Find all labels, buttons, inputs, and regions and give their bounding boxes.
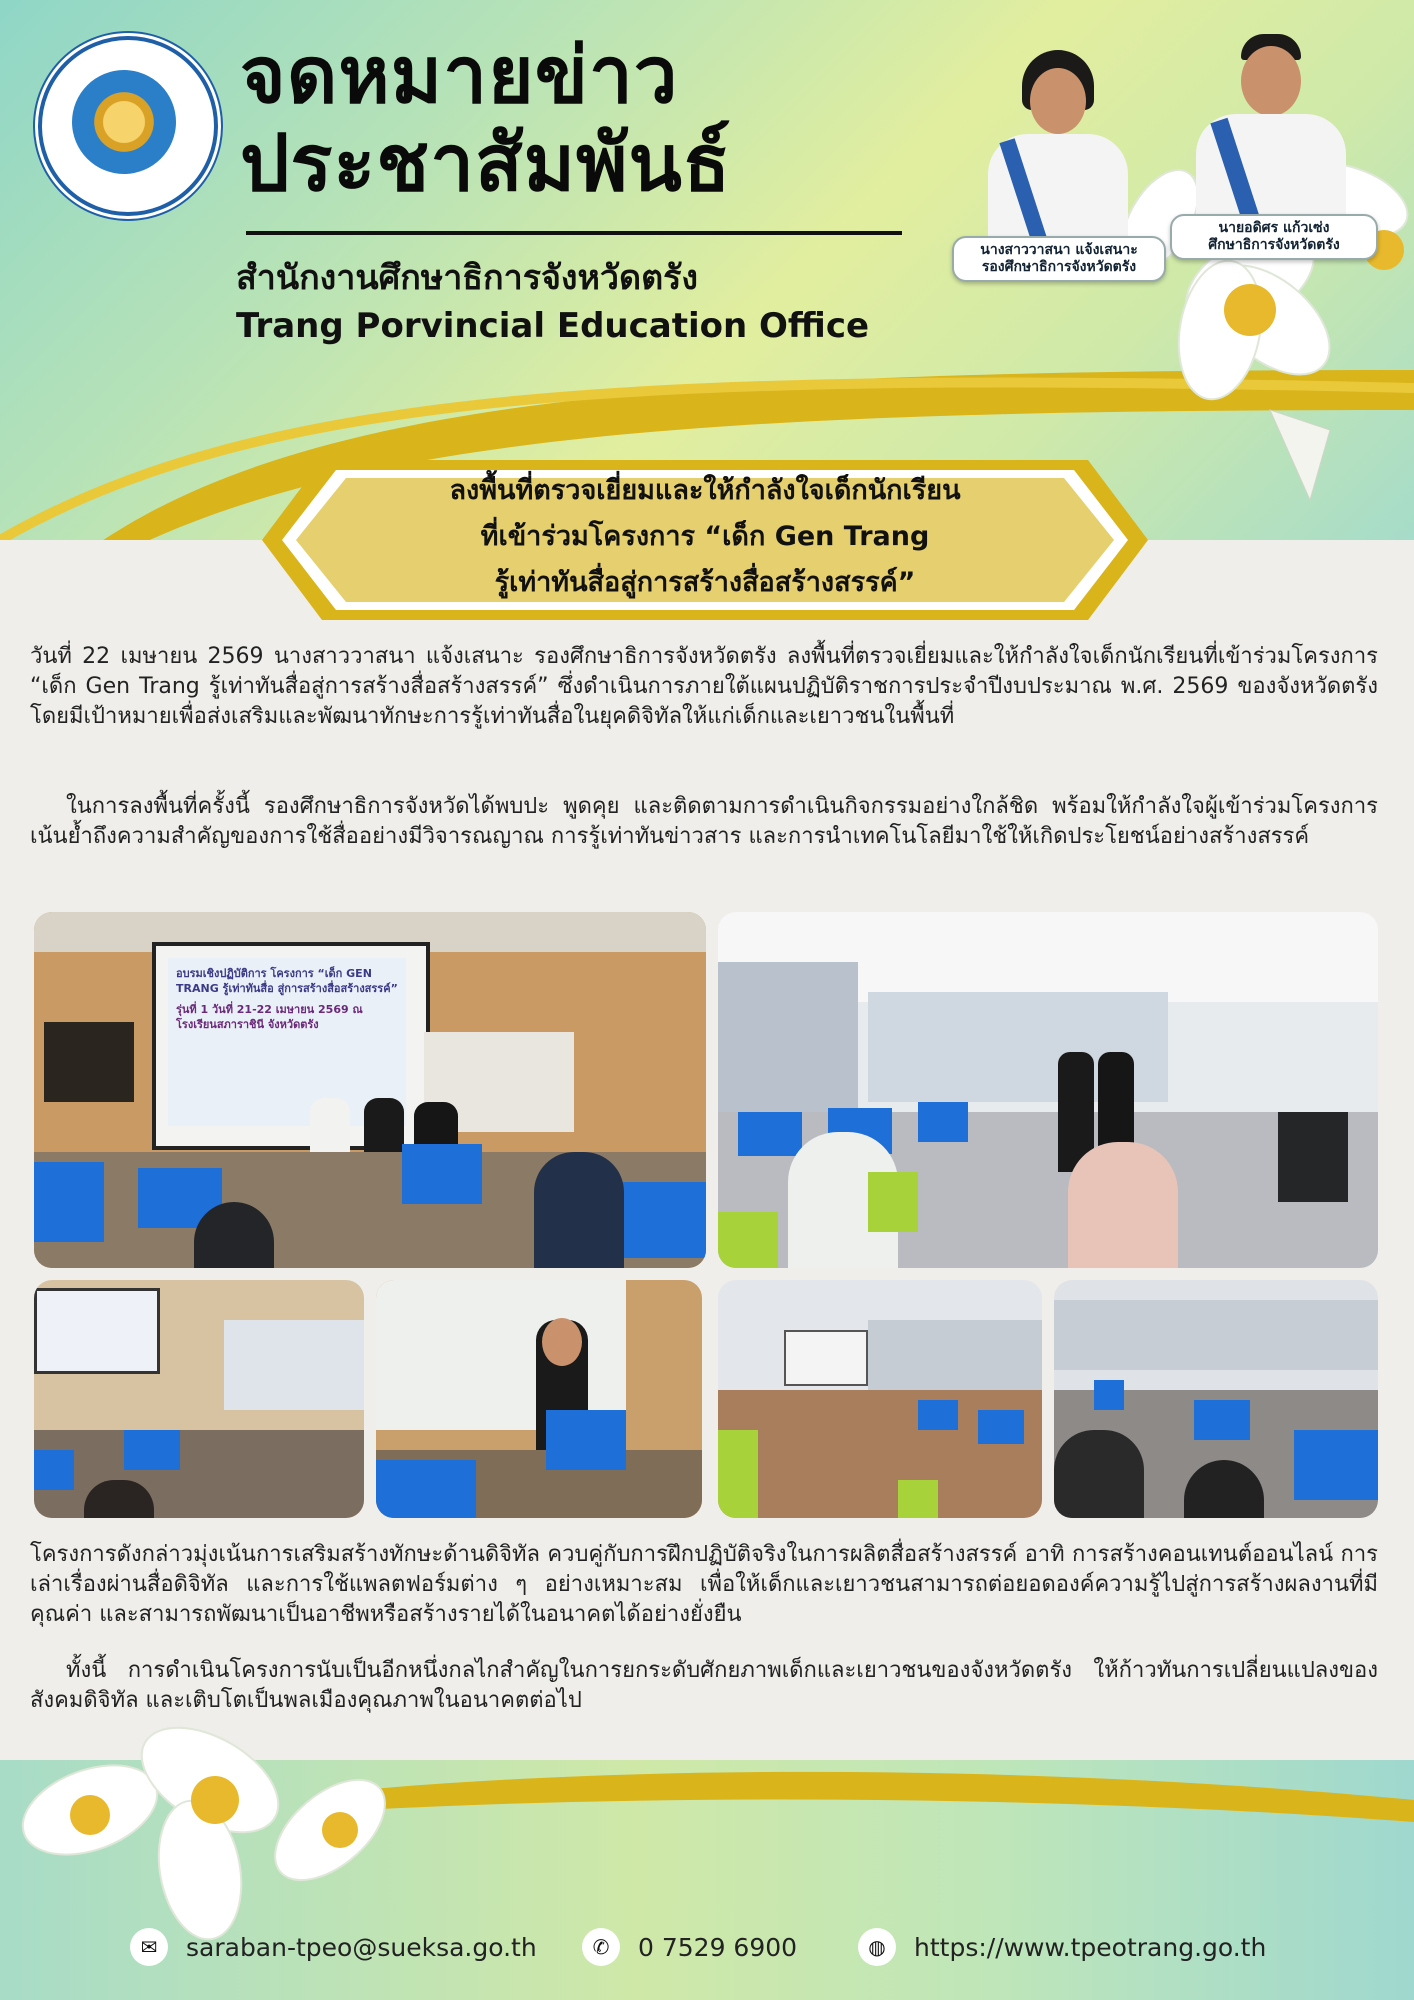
headline-banner <box>262 460 1148 620</box>
activity-photo-3 <box>34 1280 364 1518</box>
activity-photo-1 <box>34 912 706 1268</box>
official-position: รองศึกษาธิการจังหวัดตรัง <box>981 259 1137 275</box>
envelope-icon: ✉ <box>130 1928 168 1966</box>
body-paragraph-1: วันที่ 22 เมษายน 2569 นางสาววาสนา แจ้งเสนาะ รองศึกษาธิการจังหวัดตรัง ลงพื้นที่ตรวจเยี่ยมและให้กำลังใจเด็กนักเรียนที่เข้าร่วมโครงการ “เด็ก Gen Trang รู้เท่าทันสื่อสู่การสร้างสื่อสร้างสรรค์” ซึ่งดำเนินการภายใต้แผนปฏิบัติราชการประจำปีงบประมาณ พ.ศ. 2569 ของจังหวัดตรัง โดยมีเป้าหมายเพื่อส่งเสริมและพัฒนาทักษะการรู้เท่าทันสื่อในยุคดิจิทัลให้แก่เด็กและเยาวชนในพื้นที่ <box>30 644 1378 729</box>
headline-line-2: ที่เข้าร่วมโครงการ “เด็ก Gen Trang <box>480 521 930 552</box>
slide-date: รุ่นที่ 1 วันที่ 21-22 เมษายน 2569 ณ โรงเรียนสภาราชินี จังหวัดตรัง <box>176 1003 363 1031</box>
official-caption-deputy <box>952 236 1166 282</box>
headline-line-1: ลงพื้นที่ตรวจเยี่ยมและให้กำลังใจเด็กนักเรียน <box>449 475 961 506</box>
contact-email[interactable] <box>130 1928 537 1966</box>
official-name: นางสาววาสนา แจ้งเสนาะ <box>980 242 1138 258</box>
contact-website[interactable] <box>858 1928 1266 1966</box>
official-portrait-deputy <box>988 50 1128 250</box>
official-caption-director <box>1170 214 1378 260</box>
official-name: นายอดิศร แก้วเซ่ง <box>1218 220 1330 236</box>
contact-website-text: https://www.tpeotrang.go.th <box>914 1932 1267 1962</box>
slide-title: อบรมเชิงปฏิบัติการ โครงการ “เด็ก GEN TRANG รู้เท่าทันสื่อ สู่การสร้างสื่อสร้างสรรค์” <box>176 967 398 995</box>
official-portrait-director <box>1196 34 1346 224</box>
headline-line-3: รู้เท่าทันสื่อสู่การสร้างสื่อสร้างสรรค์” <box>494 567 916 598</box>
title-divider <box>246 231 902 235</box>
body-paragraph-2: ในการลงพื้นที่ครั้งนี้ รองศึกษาธิการจังหวัดได้พบปะ พูดคุย และติดตามการดำเนินกิจกรรมอย่างใกล้ชิด พร้อมให้กำลังใจผู้เข้าร่วมโครงการ เน้นย้ำถึงความสำคัญของการใช้สื่ออย่างมีวิจารณญาณ การรู้เท่าทันข่าวสาร และการนำเทคโนโลยีมาใช้ให้เกิดประโยชน์อย่างสร้างสรรค์ <box>30 794 1378 849</box>
body-paragraph-4: ทั้งนี้ การดำเนินโครงการนับเป็นอีกหนึ่งกลไกสำคัญในการยกระดับศักยภาพเด็กและเยาวชนของจังหวัดตรัง ให้ก้าวทันการเปลี่ยนแปลงของสังคมดิจิทัล และเติบโตเป็นพลเมืองคุณภาพในอนาคตต่อไป <box>30 1658 1378 1713</box>
contact-phone[interactable] <box>582 1928 797 1966</box>
contact-email-text: saraban-tpeo@sueksa.go.th <box>186 1932 537 1962</box>
body-paragraph-3: โครงการดังกล่าวมุ่งเน้นการเสริมสร้างทักษะด้านดิจิทัล ควบคู่กับการฝึกปฏิบัติจริงในการผลิตสื่อสร้างสรรค์ อาทิ การสร้างคอนเทนต์ออนไลน์ การเล่าเรื่องผ่านสื่อดิจิทัล และการใช้แพลตฟอร์มต่าง ๆ อย่างเหมาะสม เพื่อให้เด็กและเยาวชนสามารถต่อยอดองค์ความรู้ไปสู่การสร้างผลงานที่มีคุณค่า และสามารถพัฒนาเป็นอาชีพหรือสร้างรายได้ในอนาคตได้อย่างยั่งยืน <box>30 1542 1378 1627</box>
activity-photo-6 <box>1054 1280 1378 1518</box>
contact-phone-text: 0 7529 6900 <box>638 1932 798 1962</box>
phone-icon: ✆ <box>582 1928 620 1966</box>
newsletter-title-line2: ประชาสัมพันธ์ <box>240 119 732 209</box>
office-name-thai: สำนักงานศึกษาธิการจังหวัดตรัง <box>236 258 699 298</box>
activity-photo-4 <box>376 1280 702 1518</box>
activity-photo-5 <box>718 1280 1042 1518</box>
activity-photo-2 <box>718 912 1378 1268</box>
office-seal-logo <box>38 36 218 216</box>
office-name-english: Trang Porvincial Education Office <box>236 306 870 346</box>
newsletter-title-line1: จดหมายข่าว <box>240 31 679 121</box>
official-position: ศึกษาธิการจังหวัดตรัง <box>1208 237 1340 253</box>
globe-icon: ◍ <box>858 1928 896 1966</box>
